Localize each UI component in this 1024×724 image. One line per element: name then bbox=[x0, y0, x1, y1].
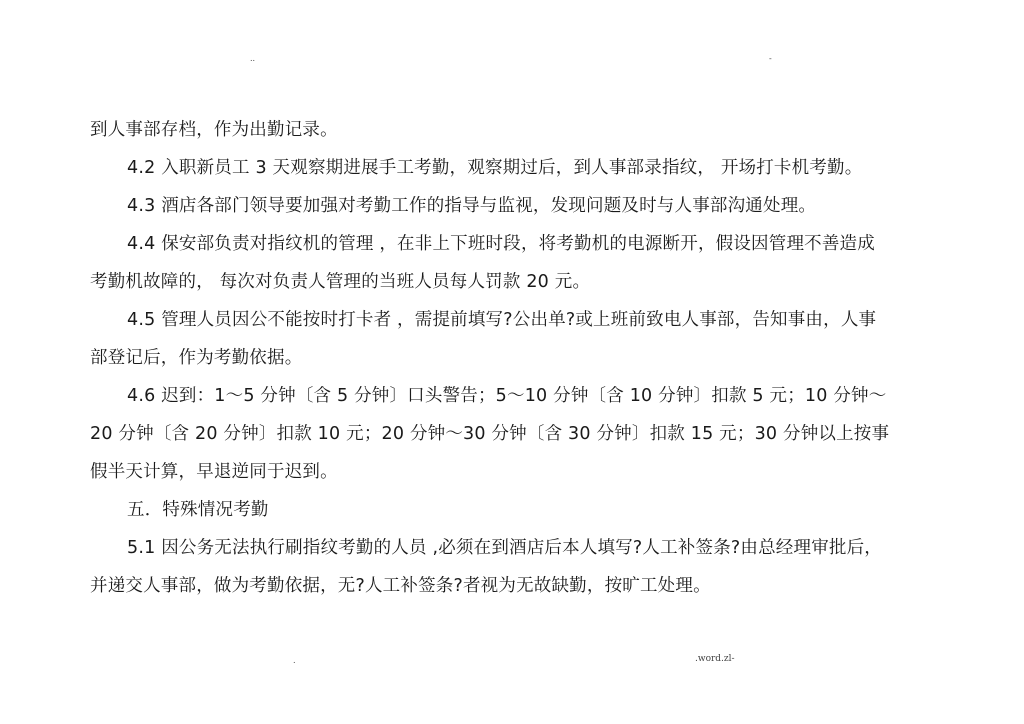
text-line-4: 4.4 保安部负责对指纹机的管理 ，在非上下班时段，将考勤机的电源断开，假设因管理不善造成 bbox=[127, 234, 875, 254]
text-line-10: 假半天计算，早退逆同于迟到。 bbox=[90, 462, 338, 482]
text-line-6: 4.5 管理人员因公不能按时打卡者 ，需提前填写?公出单?或上班前致电人事部，告知事由，人事 bbox=[127, 310, 877, 330]
text-line-12: 5.1 因公务无法执行刷指纹考勤的人员 ,必须在到酒店后本人填写?人工补签条?由总经理审批后， bbox=[127, 538, 882, 558]
text-line-3: 4.3 酒店各部门领导要加强对考勤工作的指导与监视，发现问题及时与人事部沟通处理。 bbox=[127, 196, 817, 216]
text-line-2: 4.2 入职新员工 3 天观察期进展手工考勤，观察期过后，到人事部录指纹， 开场打卡机考勤。 bbox=[127, 158, 863, 178]
header-mark-left: .. bbox=[250, 54, 256, 63]
footer-mark-right: .word.zl- bbox=[695, 654, 735, 664]
text-line-9: 20 分钟〔含 20 分钟〕扣款 10 元；20 分钟～30 分钟〔含 30 分钟〕扣款 15 元；30 分钟以上按事 bbox=[90, 424, 890, 444]
header-mark-right: - bbox=[769, 54, 772, 63]
footer-mark-left: . bbox=[293, 656, 296, 665]
section-heading: 五．特殊情况考勤 bbox=[127, 500, 269, 520]
text-line-5: 考勤机故障的， 每次对负责人管理的当班人员每人罚款 20 元。 bbox=[90, 272, 591, 292]
text-line-13: 并递交人事部，做为考勤依据，无?人工补签条?者视为无故缺勤，按旷工处理。 bbox=[90, 576, 711, 596]
text-line-7: 部登记后，作为考勤依据。 bbox=[90, 348, 303, 368]
text-line-8: 4.6 迟到：1～5 分钟〔含 5 分钟〕口头警告；5～10 分钟〔含 10 分钟〕扣款 5 元；10 分钟～ bbox=[127, 386, 887, 406]
text-line-1: 到人事部存档，作为出勤记录。 bbox=[90, 120, 338, 140]
